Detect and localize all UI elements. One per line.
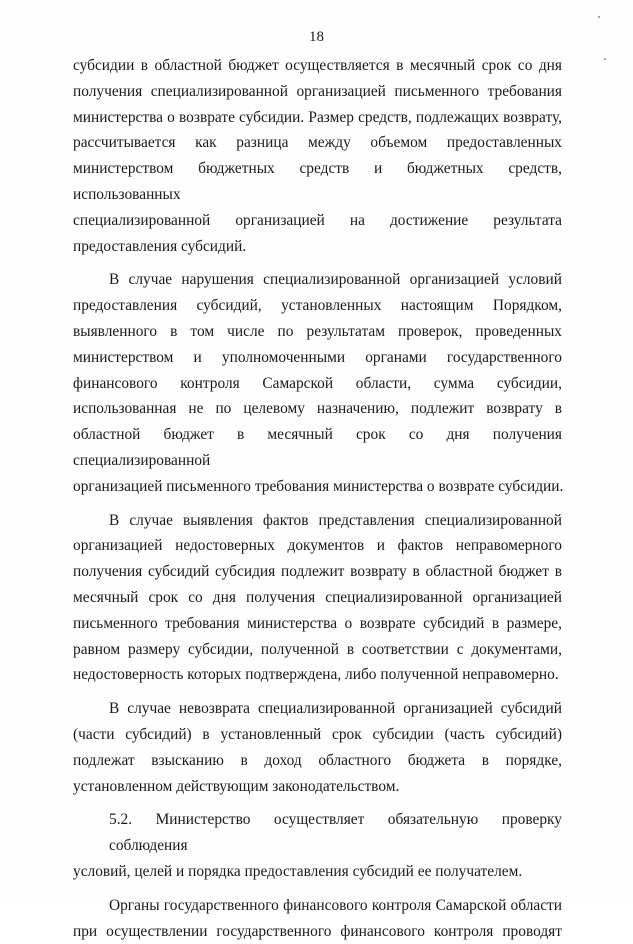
text-line: предоставления субсидий. (73, 234, 562, 260)
text-line: письменного требования министерства о возврате субсидий в размере, (73, 611, 562, 637)
paragraph (73, 53, 562, 259)
text-line: специализированной организацией на достижение результата (73, 208, 562, 234)
text-line: месячный срок со дня получения специализированной организацией (73, 585, 562, 611)
paragraph (73, 508, 562, 689)
text-line: рассчитывается как разница между объемом предоставленных (73, 130, 562, 156)
scan-speck (604, 58, 606, 60)
paragraph (73, 807, 562, 884)
text-line: предоставления субсидий, установленных настоящим Порядком, (73, 293, 562, 319)
page-number: 18 (0, 28, 633, 46)
text-line: субсидии в областной бюджет осуществляется в месячный срок со дня (73, 53, 562, 79)
text-line: министерством и уполномоченными органами государственного (73, 345, 562, 371)
text-line: установленном действующим законодательством. (73, 774, 562, 800)
text-line: министерства о возврате субсидии. Размер средств, подлежащих возврату, (73, 105, 562, 131)
text-line: областной бюджет в месячный срок со дня получения специализированной (73, 422, 562, 474)
document-body (73, 53, 562, 944)
text-line: Органы государственного финансового контроля Самарской области (73, 893, 562, 919)
text-line: получения субсидий субсидия подлежит возврату в областной бюджет в (73, 559, 562, 585)
text-line: финансового контроля Самарской области, сумма субсидии, (73, 371, 562, 397)
text-line: при осуществлении государственного финансового контроля проводят (73, 919, 562, 944)
paragraph (73, 267, 562, 499)
text-line: подлежат взысканию в доход областного бюджета в порядке, (73, 748, 562, 774)
text-line: (части субсидий) в установленный срок субсидии (часть субсидий) (73, 722, 562, 748)
text-line: условий, целей и порядка предоставления субсидий ее получателем. (73, 859, 562, 885)
text-line: В случае выявления фактов представления специализированной (73, 508, 562, 534)
text-line: министерством бюджетных средств и бюджетных средств, использованных (73, 156, 562, 208)
text-line: организацией недостоверных документов и фактов неправомерного (73, 533, 562, 559)
text-line: организацией письменного требования министерства о возврате субсидии. (73, 474, 562, 500)
text-line: получения специализированной организацией письменного требования (73, 79, 562, 105)
text-line: использованная не по целевому назначению, подлежит возврату в (73, 396, 562, 422)
text-line: 5.2. Министерство осуществляет обязательную проверку соблюдения (73, 807, 562, 859)
text-line: недостоверность которых подтверждена, либо полученной неправомерно. (73, 662, 562, 688)
text-line: В случае нарушения специализированной организацией условий (73, 267, 562, 293)
text-line: выявленного в том числе по результатам проверок, проведенных (73, 319, 562, 345)
paragraph (73, 893, 562, 944)
paragraph (73, 696, 562, 799)
text-line: В случае невозврата специализированной организацией субсидий (73, 696, 562, 722)
text-line: равном размеру субсидии, полученной в соответствии с документами, (73, 637, 562, 663)
scan-speck (598, 16, 600, 18)
